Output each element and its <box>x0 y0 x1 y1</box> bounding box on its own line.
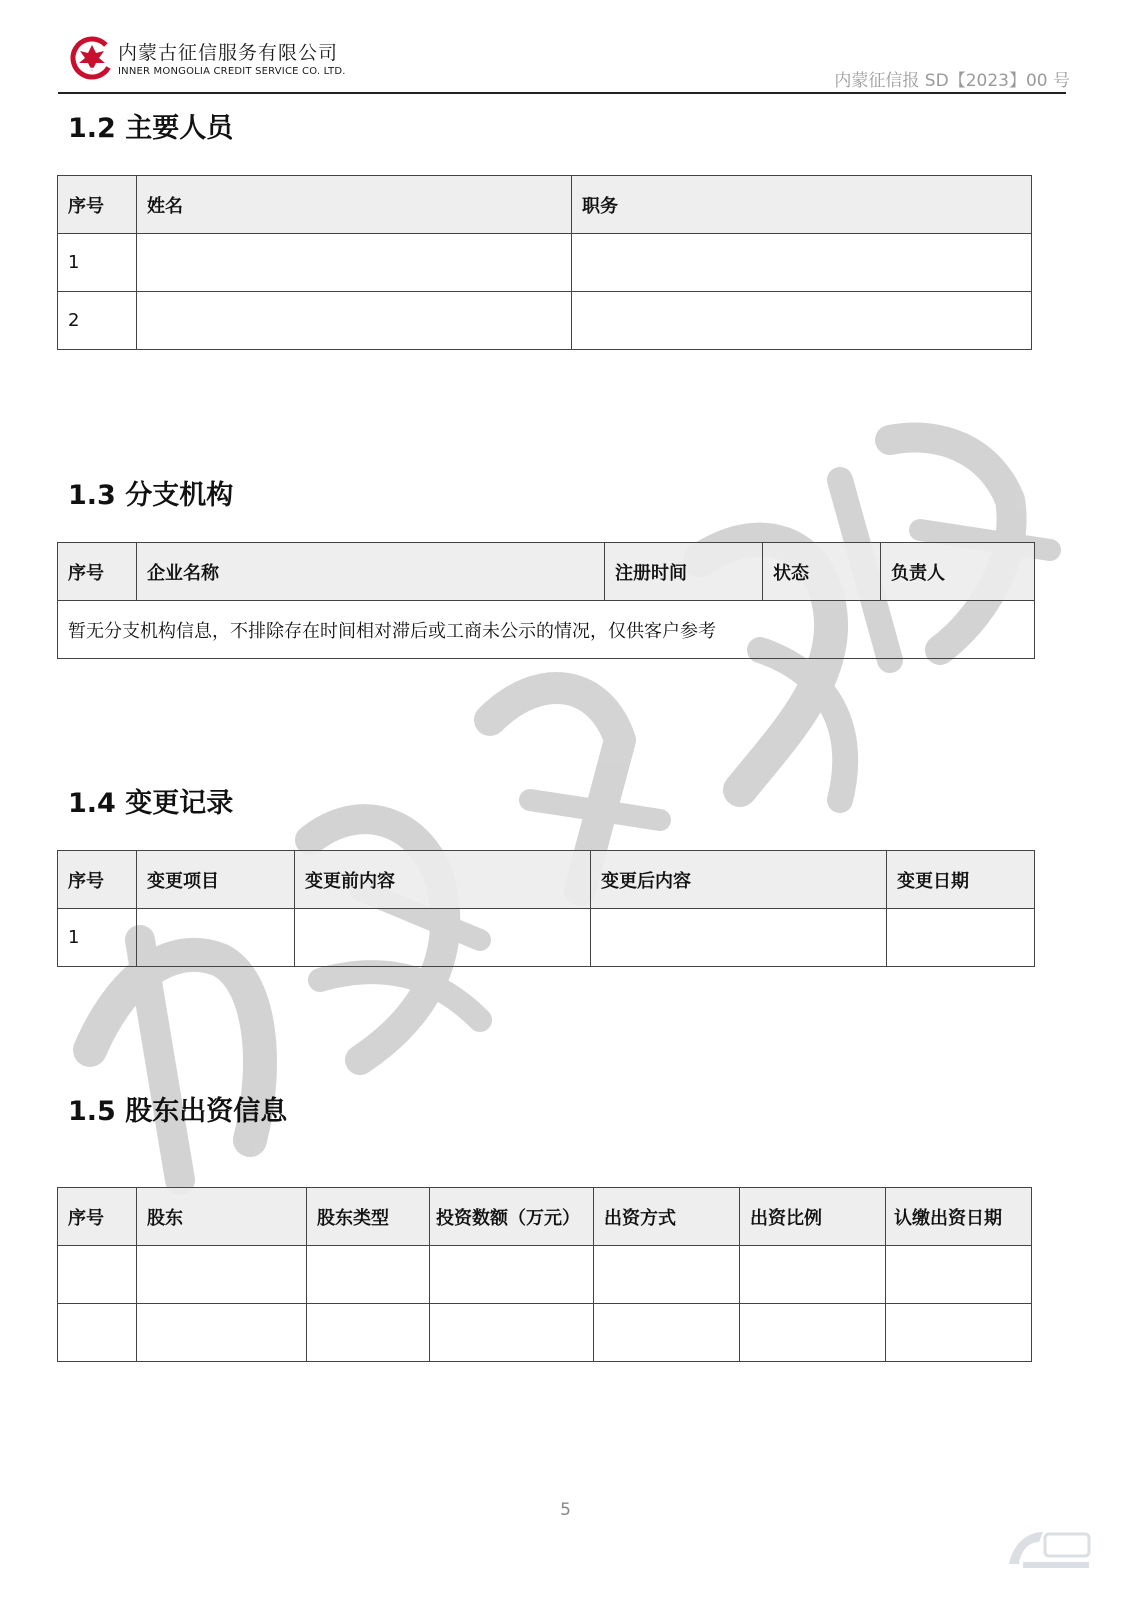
table-cell <box>740 1304 886 1362</box>
table-cell <box>572 234 1032 292</box>
table-cell <box>886 1246 1032 1304</box>
table-header-row <box>58 1188 1032 1246</box>
company-name-cn: 内蒙古征信服务有限公司 <box>118 42 339 64</box>
table-row <box>58 1304 1032 1362</box>
column-header: 出资方式 <box>594 1188 740 1246</box>
column-header: 投资数额（万元） <box>430 1188 594 1246</box>
page-number: 5 <box>560 1500 571 1520</box>
column-header: 变更项目 <box>137 851 295 909</box>
changes-table <box>57 850 1035 967</box>
table-cell <box>740 1246 886 1304</box>
column-header: 序号 <box>58 543 137 601</box>
table-header-row <box>58 851 1035 909</box>
table-cell <box>887 909 1035 967</box>
column-header: 序号 <box>58 1188 137 1246</box>
table-cell <box>58 1246 137 1304</box>
table-cell <box>58 1304 137 1362</box>
column-header: 注册时间 <box>605 543 763 601</box>
column-header: 姓名 <box>137 176 572 234</box>
table-cell <box>594 1246 740 1304</box>
section-title-changes: 1.4 变更记录 <box>68 788 234 819</box>
no-data-note: 暂无分支机构信息，不排除存在时间相对滞后或工商未公示的情况，仅供客户参考 <box>58 601 1035 659</box>
table-header-row <box>58 176 1032 234</box>
table-cell <box>572 292 1032 350</box>
column-header: 变更日期 <box>887 851 1035 909</box>
column-header: 股东类型 <box>307 1188 430 1246</box>
header-divider <box>58 92 1066 94</box>
table-row <box>58 601 1035 659</box>
column-header: 负责人 <box>881 543 1035 601</box>
table-cell: 1 <box>58 234 137 292</box>
section-title-shareholders: 1.5 股东出资信息 <box>68 1096 288 1127</box>
column-header: 企业名称 <box>137 543 605 601</box>
table-header-row <box>58 543 1035 601</box>
table-cell <box>137 292 572 350</box>
company-logo-icon <box>70 36 114 80</box>
table-cell <box>307 1304 430 1362</box>
table-cell <box>137 1246 307 1304</box>
column-header: 出资比例 <box>740 1188 886 1246</box>
column-header: 变更前内容 <box>295 851 591 909</box>
personnel-table <box>57 175 1032 350</box>
column-header: 股东 <box>137 1188 307 1246</box>
table-cell <box>430 1304 594 1362</box>
table-cell <box>430 1246 594 1304</box>
table-row <box>58 234 1032 292</box>
column-header: 序号 <box>58 176 137 234</box>
column-header: 序号 <box>58 851 137 909</box>
document-number: 内蒙征信报 SD【2023】00 号 <box>834 71 1070 91</box>
table-cell <box>295 909 591 967</box>
table-cell <box>307 1246 430 1304</box>
table-row <box>58 1246 1032 1304</box>
table-cell <box>886 1304 1032 1362</box>
column-header: 状态 <box>763 543 881 601</box>
table-cell <box>137 1304 307 1362</box>
column-header: 变更后内容 <box>591 851 887 909</box>
page-header <box>70 34 1070 96</box>
branches-table <box>57 542 1035 659</box>
table-cell <box>594 1304 740 1362</box>
table-cell <box>137 234 572 292</box>
site-watermark-icon <box>1003 1524 1095 1574</box>
table-cell: 1 <box>58 909 137 967</box>
section-title-personnel: 1.2 主要人员 <box>68 113 234 144</box>
table-cell: 2 <box>58 292 137 350</box>
column-header: 职务 <box>572 176 1032 234</box>
company-name-en: INNER MONGOLIA CREDIT SERVICE CO. LTD. <box>118 66 346 77</box>
section-title-branches: 1.3 分支机构 <box>68 480 234 511</box>
table-cell <box>591 909 887 967</box>
shareholders-table <box>57 1187 1032 1362</box>
column-header: 认缴出资日期 <box>886 1188 1032 1246</box>
table-cell <box>137 909 295 967</box>
table-row <box>58 909 1035 967</box>
table-row <box>58 292 1032 350</box>
